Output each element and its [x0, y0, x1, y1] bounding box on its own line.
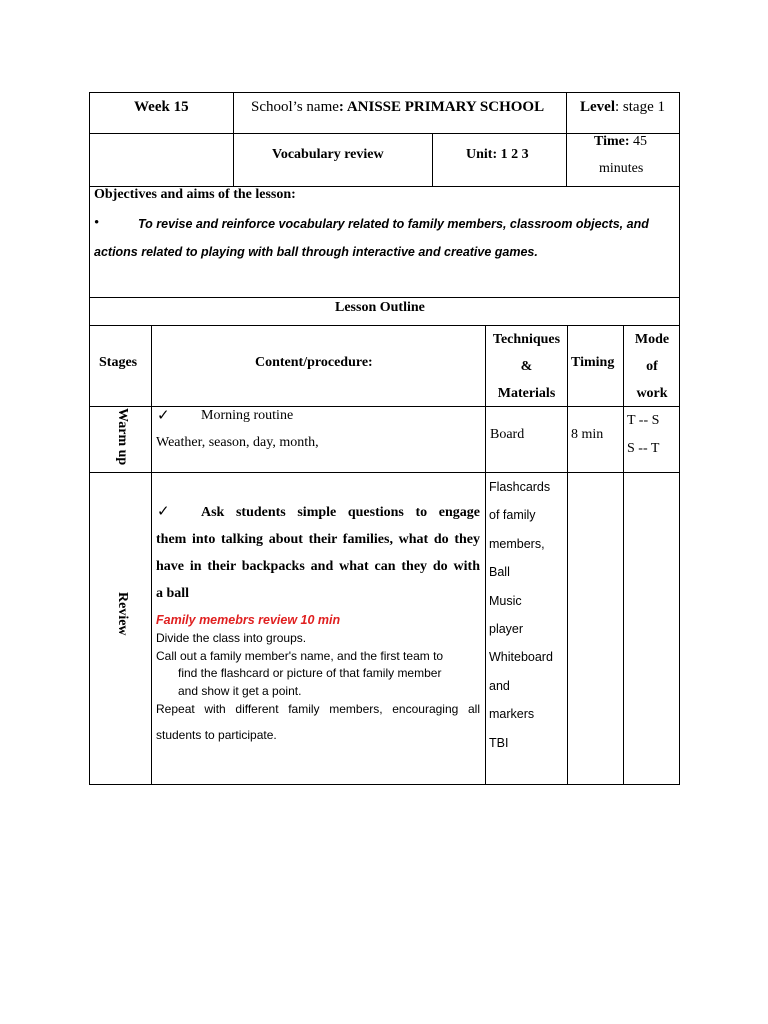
review-question-line: a ball — [156, 586, 190, 601]
review-step: Call out a family member's name, and the first team to — [156, 649, 444, 663]
warmup-routine: Morning routine — [201, 408, 294, 423]
col-header-mode — [624, 326, 680, 407]
review-step: students to participate. — [156, 728, 277, 742]
warmup-items: Weather, season, day, month, — [156, 435, 319, 450]
material-item: Flashcards — [489, 480, 551, 494]
col-header-stages: Stages — [99, 355, 138, 370]
col-header-techniques — [486, 326, 567, 407]
lesson-outline-title: Lesson Outline — [335, 300, 425, 315]
material-item: player — [489, 622, 524, 637]
review-question-line: them into talking about their families, what do they — [156, 532, 480, 547]
col-divider — [567, 325, 568, 785]
col-header-techniques-line: & — [520, 359, 533, 374]
warmup-timing: 8 min — [571, 427, 604, 442]
warmup-material: Board — [490, 427, 525, 442]
week-label: Week 15 — [134, 99, 189, 115]
review-step: and show it get a point. — [178, 684, 302, 698]
review-materials — [489, 473, 553, 757]
family-review-title: Family memebrs review 10 min — [156, 613, 341, 627]
material-item: markers — [489, 707, 535, 722]
review-question-line: have in their backpacks and what can they do with — [156, 559, 480, 574]
col-header-techniques-line: Materials — [497, 386, 556, 401]
objectives-title: Objectives and aims of the lesson: — [94, 187, 296, 202]
col-divider — [432, 133, 433, 186]
review-step: Repeat with different family members, encouraging all — [156, 702, 480, 716]
review-step: find the flashcard or picture of that family member — [178, 666, 442, 680]
vocabulary-review-title: Vocabulary review — [272, 147, 384, 162]
school-name — [251, 99, 544, 116]
row-divider — [89, 472, 680, 473]
col-header-techniques-line: Techniques — [492, 332, 561, 347]
row-divider — [89, 325, 680, 326]
stage-review: Review — [115, 592, 130, 636]
time-unit: minutes — [599, 161, 644, 176]
objective-line-2: actions related to playing with ball through interactive and creative games. — [94, 245, 538, 259]
material-item: Whiteboard — [489, 650, 553, 665]
col-header-content: Content/procedure: — [255, 355, 373, 370]
bullet: • — [94, 215, 100, 231]
col-divider — [233, 92, 234, 186]
material-item: and — [489, 678, 510, 693]
level — [580, 99, 665, 116]
material-item: Music — [489, 593, 522, 608]
col-divider — [151, 325, 152, 785]
time-label: Time: — [594, 134, 630, 149]
material-item: TBI — [489, 735, 509, 750]
material-item: members, — [489, 536, 545, 551]
review-checkmark: ✓ — [157, 504, 170, 520]
review-question-line: Ask students simple questions to engage — [201, 505, 480, 520]
level-value: : stage 1 — [615, 99, 665, 115]
school-value: : ANISSE PRIMARY SCHOOL — [338, 99, 545, 115]
col-header-mode-line: of — [646, 359, 658, 374]
col-divider — [566, 92, 567, 186]
warmup-mode-1: T -- S — [627, 413, 660, 428]
material-item: Ball — [489, 565, 510, 580]
col-header-timing: Timing — [571, 355, 615, 370]
material-item: of family — [489, 508, 536, 523]
time — [594, 134, 647, 150]
warmup-mode-2: S -- T — [627, 441, 660, 456]
unit-label: Unit: 1 2 3 — [466, 147, 529, 162]
row-divider — [89, 406, 680, 407]
objective-line-1: To revise and reinforce vocabulary related to family members, classroom objects, and — [138, 217, 649, 231]
warmup-checkmark: ✓ — [157, 408, 170, 424]
school-label: School’s name — [251, 99, 339, 115]
level-label: Level — [580, 99, 615, 115]
col-header-mode-line: work — [636, 386, 668, 401]
row-divider — [89, 297, 680, 298]
row-divider — [89, 133, 680, 134]
review-step: Divide the class into groups. — [156, 631, 307, 645]
time-value: 45 — [633, 134, 648, 149]
col-header-mode-line: Mode — [634, 332, 670, 347]
stage-warm-up: Warm up — [115, 408, 130, 466]
